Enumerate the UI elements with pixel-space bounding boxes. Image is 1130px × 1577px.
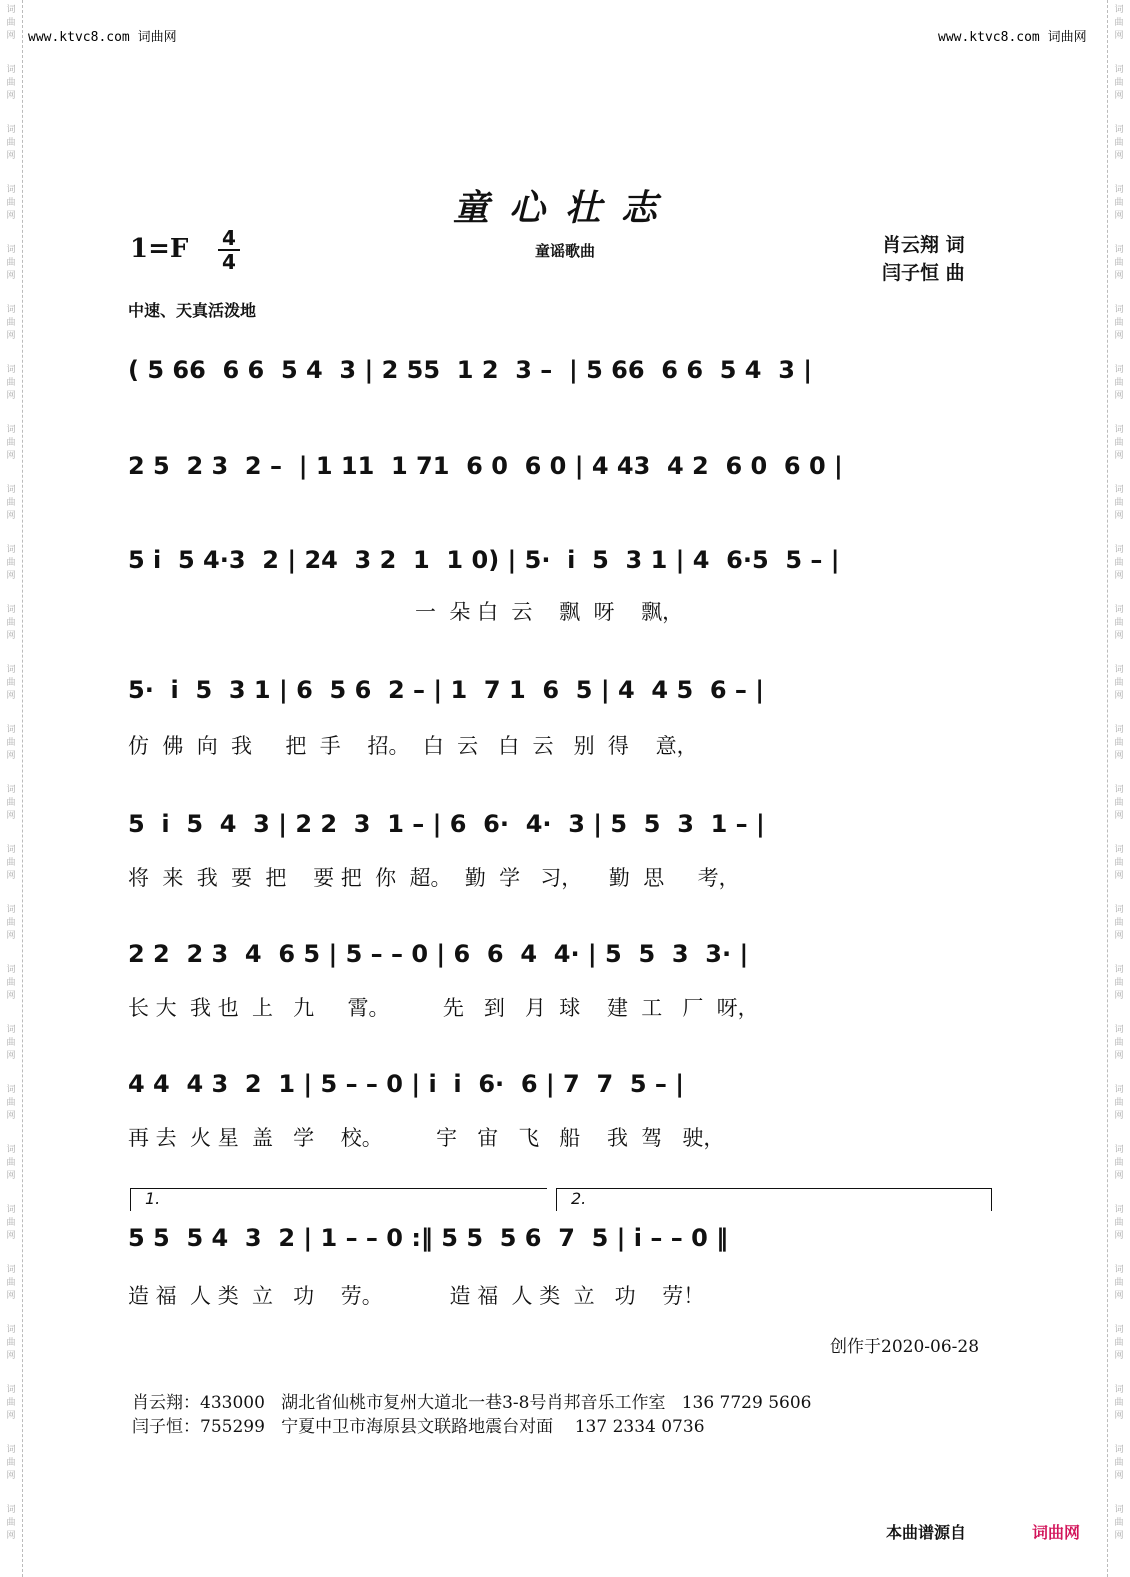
- side-watermark-glyphs: 词 曲 网: [6, 1025, 16, 1061]
- score-row-4-notes: 5· i 5 3 1 | 6 5 6 2 – | 1 7 1 6 5 | 4 4 5 6 – |: [128, 676, 765, 704]
- side-watermark-glyphs: 词 曲 网: [6, 725, 16, 761]
- side-watermark-glyphs: 词 曲 网: [6, 785, 16, 821]
- side-watermark-glyphs: 词 曲 网: [6, 425, 16, 461]
- side-watermark-glyphs: 词 曲 网: [6, 1265, 16, 1301]
- side-watermark-glyphs: 词 曲 网: [1114, 1505, 1124, 1541]
- side-watermark-glyphs: 词 曲 网: [6, 365, 16, 401]
- side-watermark-glyphs: 词 曲 网: [1114, 605, 1124, 641]
- side-watermark-glyphs: 词 曲 网: [1114, 1325, 1124, 1361]
- side-watermark-glyphs: 词 曲 网: [1114, 125, 1124, 161]
- side-watermark-glyphs: 词 曲 网: [1114, 1145, 1124, 1181]
- key-signature: 1=F: [130, 234, 189, 264]
- composer-credit: 闫子恒 曲: [882, 262, 965, 284]
- score-row-6-lyrics: 长 大 我 也 上 九 霄。 先 到 月 球 建 工 厂 呀，: [128, 996, 759, 1020]
- side-watermark-glyphs: 词 曲 网: [1114, 185, 1124, 221]
- side-watermark-glyphs: 词 曲 网: [6, 1445, 16, 1481]
- genre-label: 童谣歌曲: [534, 242, 595, 260]
- side-watermark-glyphs: 词 曲 网: [1114, 425, 1124, 461]
- contact-composer: 闫子恒：755299 宁夏中卫市海原县文联路地震台对面 137 2334 0736: [132, 1417, 705, 1437]
- score-row-5-lyrics: 将 来 我 要 把 要 把 你 超。 勤 学 习， 勤 思 考，: [128, 866, 740, 890]
- side-watermark-glyphs: 词 曲 网: [6, 1385, 16, 1421]
- score-row-8-notes: 5 5 5 4 3 2 | 1 – – 0 :‖ 5 5 5 6 7 5 | i – – 0 ‖: [128, 1224, 729, 1252]
- side-watermark-glyphs: 词 曲 网: [1114, 1025, 1124, 1061]
- score-row-6-notes: 2 2 2 3 4 6 5 | 5 – – 0 | 6 6 4 4· | 5 5 3 3· |: [128, 940, 749, 968]
- left-watermark-strip: [0, 0, 23, 1577]
- side-watermark-glyphs: 词 曲 网: [1114, 365, 1124, 401]
- side-watermark-glyphs: 词 曲 网: [1114, 305, 1124, 341]
- source-label: 本曲谱源自: [886, 1523, 967, 1542]
- side-watermark-glyphs: 词 曲 网: [1114, 1265, 1124, 1301]
- side-watermark-glyphs: 词 曲 网: [1114, 665, 1124, 701]
- lyricist-credit: 肖云翔 词: [882, 234, 965, 256]
- score-row-8-lyrics: 造 福 人 类 立 功 劳。 造 福 人 类 立 功 劳！: [128, 1284, 705, 1308]
- score-row-3-lyrics: 一 朵 白 云 飘 呀 飘，: [128, 600, 684, 624]
- side-watermark-glyphs: 词 曲 网: [1114, 725, 1124, 761]
- time-signature-bottom: 4: [222, 250, 236, 274]
- volta-2-bracket: 2.: [556, 1188, 992, 1211]
- tempo-marking: 中速、天真活泼地: [128, 301, 257, 320]
- score-row-7-notes: 4 4 4 3 2 1 | 5 – – 0 | i i 6· 6 | 7 7 5 – |: [128, 1070, 685, 1098]
- side-watermark-glyphs: 词 曲 网: [6, 1085, 16, 1121]
- score-row-4-lyrics: 仿 佛 向 我 把 手 招。 白 云 白 云 别 得 意，: [128, 734, 698, 758]
- side-watermark-glyphs: 词 曲 网: [6, 1205, 16, 1241]
- side-watermark-glyphs: 词 曲 网: [6, 665, 16, 701]
- song-title: 童心壮志: [452, 187, 677, 229]
- site-watermark-right: www.ktvc8.com 词曲网: [938, 30, 1087, 45]
- side-watermark-glyphs: 词 曲 网: [6, 485, 16, 521]
- side-watermark-glyphs: 词 曲 网: [6, 65, 16, 101]
- side-watermark-glyphs: 词 曲 网: [1114, 1445, 1124, 1481]
- side-watermark-glyphs: 词 曲 网: [6, 845, 16, 881]
- score-row-7-lyrics: 再 去 火 星 盖 学 校。 宇 宙 飞 船 我 驾 驶，: [128, 1126, 725, 1150]
- contact-lyricist: 肖云翔：433000 湖北省仙桃市复州大道北一巷3-8号肖邦音乐工作室 136 7729 5606: [132, 1393, 812, 1413]
- side-watermark-glyphs: 词 曲 网: [6, 305, 16, 341]
- side-watermark-glyphs: 词 曲 网: [6, 605, 16, 641]
- side-watermark-glyphs: 词 曲 网: [6, 125, 16, 161]
- side-watermark-glyphs: 词 曲 网: [1114, 1085, 1124, 1121]
- time-signature-top: 4: [222, 226, 236, 250]
- side-watermark-glyphs: 词 曲 网: [1114, 245, 1124, 281]
- score-row-1-notes: ( 5 66 6 6 5 4 3 | 2 55 1 2 3 – | 5 66 6 6 5 4 3 |: [128, 356, 813, 384]
- side-watermark-glyphs: 词 曲 网: [6, 1145, 16, 1181]
- right-watermark-strip: [1107, 0, 1130, 1577]
- side-watermark-glyphs: 词 曲 网: [1114, 1385, 1124, 1421]
- side-watermark-glyphs: 词 曲 网: [1114, 785, 1124, 821]
- side-watermark-glyphs: 词 曲 网: [6, 185, 16, 221]
- side-watermark-glyphs: 词 曲 网: [6, 245, 16, 281]
- score-row-2-notes: 2 5 2 3 2 – | 1 11 1 71 6 0 6 0 | 4 43 4 2 6 0 6 0 |: [128, 452, 843, 480]
- side-watermark-glyphs: 词 曲 网: [1114, 545, 1124, 581]
- side-watermark-glyphs: 词 曲 网: [6, 1325, 16, 1361]
- score-row-3-notes: 5 i 5 4·3 2 | 24 3 2 1 1 0) | 5· i 5 3 1 | 4 6·5 5 – |: [128, 546, 840, 574]
- side-watermark-glyphs: 词 曲 网: [6, 1505, 16, 1541]
- creation-date: 创作于2020-06-28: [830, 1337, 980, 1357]
- side-watermark-glyphs: 词 曲 网: [6, 905, 16, 941]
- source-site-link[interactable]: 词曲网: [1032, 1523, 1081, 1542]
- side-watermark-glyphs: 词 曲 网: [6, 965, 16, 1001]
- side-watermark-glyphs: 词 曲 网: [1114, 845, 1124, 881]
- side-watermark-glyphs: 词 曲 网: [1114, 485, 1124, 521]
- side-watermark-glyphs: 词 曲 网: [1114, 5, 1124, 41]
- side-watermark-glyphs: 词 曲 网: [1114, 965, 1124, 1001]
- side-watermark-glyphs: 词 曲 网: [1114, 905, 1124, 941]
- site-watermark-left: www.ktvc8.com 词曲网: [28, 30, 177, 45]
- side-watermark-glyphs: 词 曲 网: [1114, 1205, 1124, 1241]
- side-watermark-glyphs: 词 曲 网: [6, 545, 16, 581]
- side-watermark-glyphs: 词 曲 网: [6, 5, 16, 41]
- volta-1-bracket: 1.: [130, 1188, 547, 1211]
- score-row-5-notes: 5 i 5 4 3 | 2 2 3 1 – | 6 6· 4· 3 | 5 5 3 1 – |: [128, 810, 765, 838]
- side-watermark-glyphs: 词 曲 网: [1114, 65, 1124, 101]
